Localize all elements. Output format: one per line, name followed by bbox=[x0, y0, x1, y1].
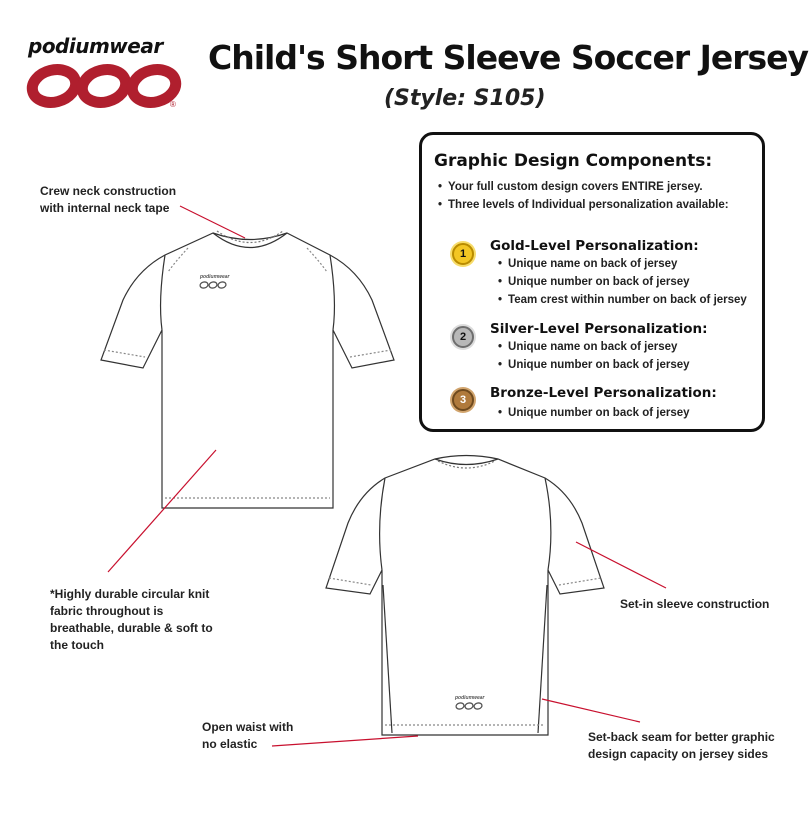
front-jersey bbox=[101, 231, 394, 508]
gold-item: • Unique name on back of jersey bbox=[498, 258, 677, 270]
style-code: (Style: S105) bbox=[384, 86, 546, 111]
logo-wordmark: podiumwear bbox=[28, 34, 163, 58]
bronze-level-title: Bronze-Level Personalization: bbox=[490, 385, 717, 401]
fabric-note bbox=[50, 586, 213, 654]
note-line: the touch bbox=[50, 638, 104, 652]
note-line: Set-back seam for better graphic bbox=[588, 730, 775, 744]
note-line: Crew neck construction bbox=[40, 184, 177, 198]
intro-item: • Your full custom design covers ENTIRE jersey. bbox=[438, 181, 703, 193]
note-line: with internal neck tape bbox=[40, 201, 170, 215]
note-line: breathable, durable & soft to bbox=[50, 621, 213, 635]
silver-item: • Unique name on back of jersey bbox=[498, 341, 677, 353]
silver-medal-icon: 2 bbox=[452, 326, 474, 348]
sleeve-note bbox=[620, 596, 769, 613]
gold-item: • Team crest within number on back of jersey bbox=[498, 294, 747, 306]
waist-note bbox=[202, 719, 293, 753]
gold-medal-icon: 1 bbox=[452, 243, 474, 265]
panel-heading: Graphic Design Components: bbox=[434, 151, 713, 171]
seam-callout-line bbox=[542, 699, 640, 722]
gold-item: • Unique number on back of jersey bbox=[498, 276, 690, 288]
silver-item: • Unique number on back of jersey bbox=[498, 359, 690, 371]
note-line: no elastic bbox=[202, 737, 258, 751]
back-logo-text: podiumwear bbox=[455, 695, 485, 701]
silver-level-title: Silver-Level Personalization: bbox=[490, 321, 708, 337]
graphic-design-panel bbox=[419, 132, 765, 432]
bronze-medal-icon: 3 bbox=[452, 389, 474, 411]
registered-mark: ® bbox=[170, 100, 176, 109]
note-line: Open waist with bbox=[202, 720, 294, 734]
bronze-item: • Unique number on back of jersey bbox=[498, 407, 690, 419]
note-line: design capacity on jersey sides bbox=[588, 747, 769, 761]
waist-callout-line bbox=[272, 736, 418, 746]
gold-level-title: Gold-Level Personalization: bbox=[490, 238, 699, 254]
seam-note bbox=[588, 729, 775, 763]
note-line: Set-in sleeve construction bbox=[620, 597, 770, 611]
crew-neck-note bbox=[40, 183, 176, 217]
intro-item: • Three levels of Individual personalization available: bbox=[438, 199, 729, 211]
note-line: *Highly durable circular knit bbox=[50, 587, 210, 601]
page-title: Child's Short Sleeve Soccer Jersey bbox=[208, 38, 809, 77]
front-logo-text: podiumwear bbox=[200, 274, 230, 280]
back-jersey bbox=[326, 456, 604, 736]
note-line: fabric throughout is bbox=[50, 604, 164, 618]
